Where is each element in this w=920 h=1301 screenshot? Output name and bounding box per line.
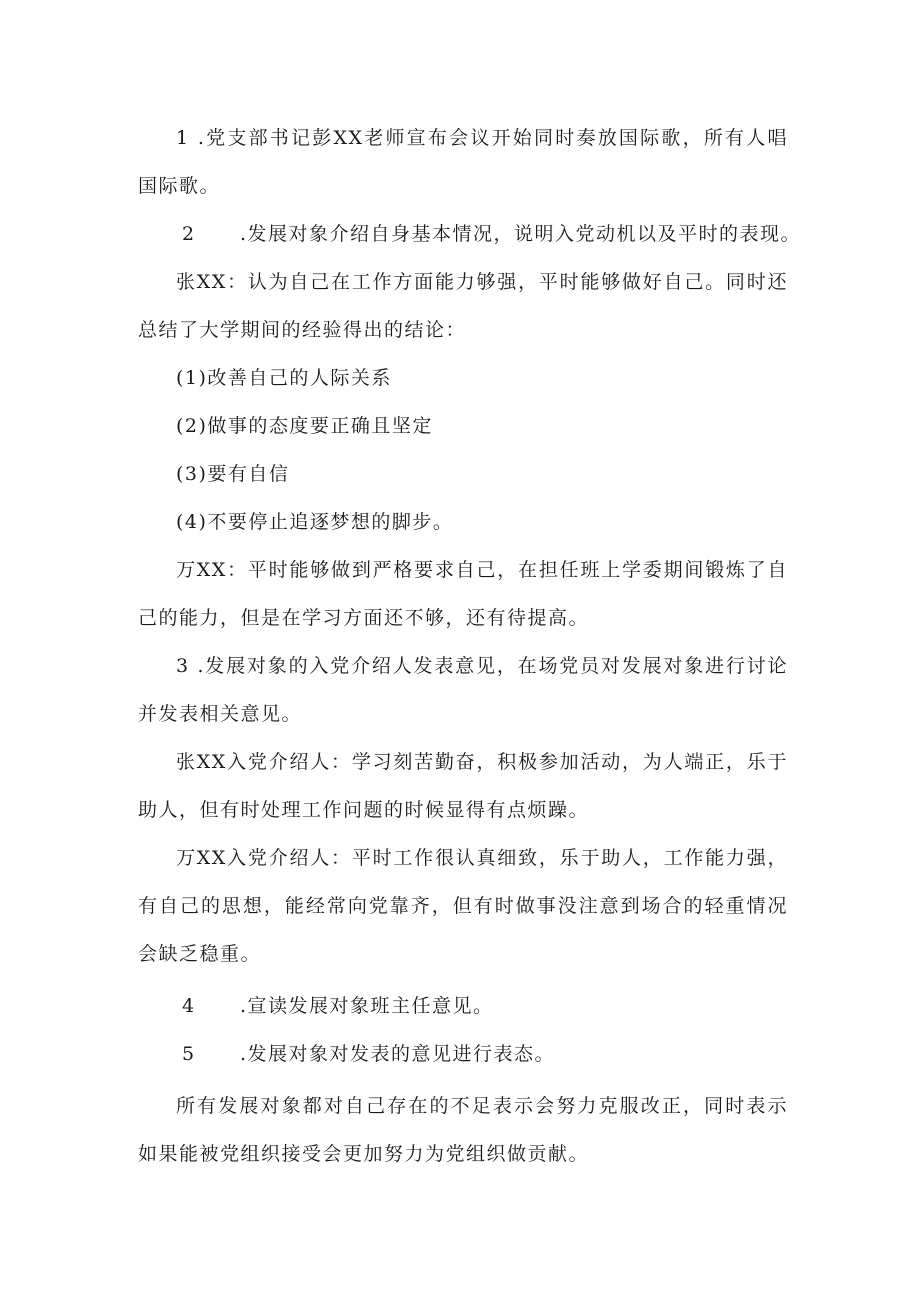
item-text: .发展对象对发表的意见进行表态。 [240,1043,556,1065]
item-number: 5 [182,1043,196,1065]
item-number: 2 [182,223,196,245]
paragraph-wan-summary: 万XX：平时能够做到严格要求自己，在担任班上学委期间锻炼了自己的能力，但是在学习方面还不够，还有待提高。 [138,559,788,629]
paragraph-conclusion: 所有发展对象都对自己存在的不足表示会努力克服改正，同时表示如果能被党组织接受会更加努力为党组织做贡献。 [138,1095,788,1165]
paragraph-zhang-introducer: 张XX入党介绍人：学习刻苦勤奋，积极参加活动，为人端正，乐于助人，但有时处理工作问题的时候显得有点烦躁。 [138,751,788,821]
item-number: 4 [182,995,196,1017]
numbered-item-5 [138,1030,788,1078]
item-text: .发展对象介绍自身基本情况，说明入党动机以及平时的表现。 [240,223,802,245]
document-body [138,114,802,1178]
numbered-item-2 [138,210,802,258]
paragraph-item-1: 1 .党支部书记彭XX老师宣布会议开始同时奏放国际歌，所有人唱国际歌。 [138,127,788,197]
list-item-1: (1)改善自己的人际关系 [176,367,392,389]
paragraph-wan-introducer: 万XX入党介绍人：平时工作很认真细致，乐于助人，工作能力强，有自己的思想，能经常向党靠齐，但有时做事没注意到场合的轻重情况会缺乏稳重。 [138,847,788,965]
item-text: .宣读发展对象班主任意见。 [240,995,494,1017]
list-item-4: (4)不要停止追逐梦想的脚步。 [176,511,454,533]
list-item-2: (2)做事的态度要正确且坚定 [176,415,433,437]
list-item-3: (3)要有自信 [176,463,290,485]
paragraph-zhang-summary: 张XX：认为自己在工作方面能力够强，平时能够做好自己。同时还总结了大学期间的经验得出的结论： [138,271,788,341]
paragraph-item-3: 3 .发展对象的入党介绍人发表意见，在场党员对发展对象进行讨论并发表相关意见。 [138,655,788,725]
numbered-item-4 [138,982,788,1030]
